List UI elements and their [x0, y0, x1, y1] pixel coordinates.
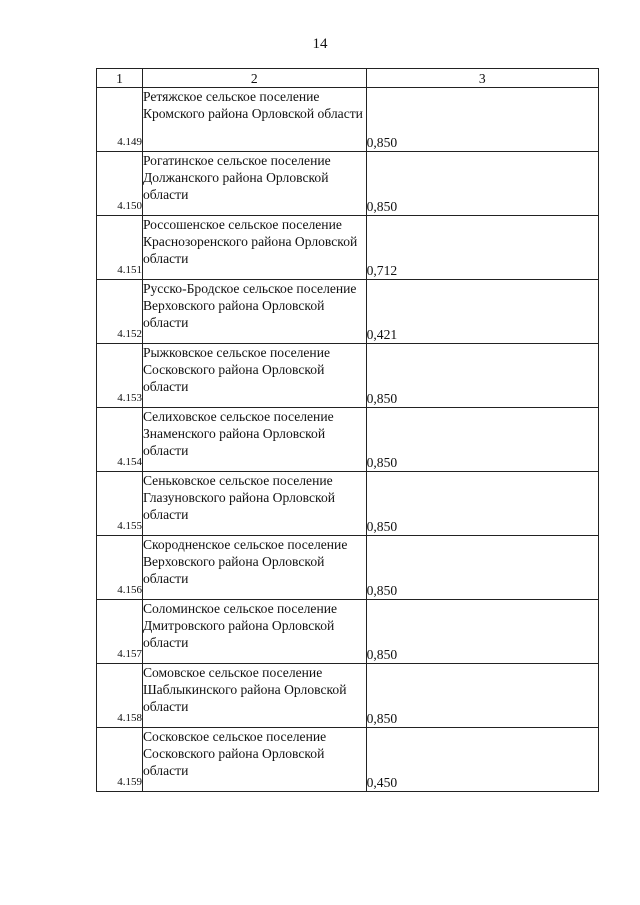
coefficient-value: 0,712	[366, 216, 598, 280]
table-row	[97, 472, 599, 536]
coefficient-value: 0,850	[366, 600, 598, 664]
settlement-name: Ретяжское сельское поселение Кромского района Орловской области	[142, 88, 366, 152]
table-row	[97, 408, 599, 472]
table-row	[97, 600, 599, 664]
settlement-name: Сомовское сельское поселение Шаблыкинского района Орловской области	[142, 664, 366, 728]
coefficient-value: 0,850	[366, 408, 598, 472]
settlement-name: Сеньковское сельское поселение Глазуновского района Орловской области	[142, 472, 366, 536]
table-row	[97, 664, 599, 728]
settlement-name: Селиховское сельское поселение Знаменского района Орловской области	[142, 408, 366, 472]
row-number: 4.150	[97, 152, 143, 216]
table-header-row	[97, 69, 599, 88]
row-number: 4.155	[97, 472, 143, 536]
table-row	[97, 280, 599, 344]
column-header-2: 2	[142, 69, 366, 88]
table-body	[97, 88, 599, 792]
row-number: 4.159	[97, 728, 143, 792]
settlement-name: Сосковское сельское поселение Сосковского района Орловской области	[142, 728, 366, 792]
row-number: 4.156	[97, 536, 143, 600]
table-row	[97, 88, 599, 152]
settlement-name: Рогатинское сельское поселение Должанского района Орловской области	[142, 152, 366, 216]
coefficient-value: 0,450	[366, 728, 598, 792]
coefficient-value: 0,850	[366, 664, 598, 728]
row-number: 4.154	[97, 408, 143, 472]
coefficient-value: 0,850	[366, 88, 598, 152]
settlement-name: Русско-Бродское сельское поселение Верховского района Орловской области	[142, 280, 366, 344]
row-number: 4.158	[97, 664, 143, 728]
coefficient-value: 0,850	[366, 344, 598, 408]
table-row	[97, 152, 599, 216]
settlement-name: Рыжковское сельское поселение Сосковского района Орловской области	[142, 344, 366, 408]
row-number: 4.157	[97, 600, 143, 664]
page-number: 14	[312, 36, 328, 52]
coefficient-value: 0,850	[366, 472, 598, 536]
coefficient-value: 0,421	[366, 280, 598, 344]
table-row	[97, 344, 599, 408]
settlement-name: Россошенское сельское поселение Краснозоренского района Орловской области	[142, 216, 366, 280]
coefficient-value: 0,850	[366, 152, 598, 216]
settlement-name: Скородненское сельское поселение Верховского района Орловской области	[142, 536, 366, 600]
table-row	[97, 728, 599, 792]
settlement-name: Соломинское сельское поселение Дмитровского района Орловской области	[142, 600, 366, 664]
row-number: 4.149	[97, 88, 143, 152]
coefficients-table	[96, 68, 599, 792]
column-header-3: 3	[366, 69, 598, 88]
row-number: 4.151	[97, 216, 143, 280]
row-number: 4.153	[97, 344, 143, 408]
table-row	[97, 536, 599, 600]
row-number: 4.152	[97, 280, 143, 344]
column-header-1: 1	[97, 69, 143, 88]
table-row	[97, 216, 599, 280]
coefficient-value: 0,850	[366, 536, 598, 600]
